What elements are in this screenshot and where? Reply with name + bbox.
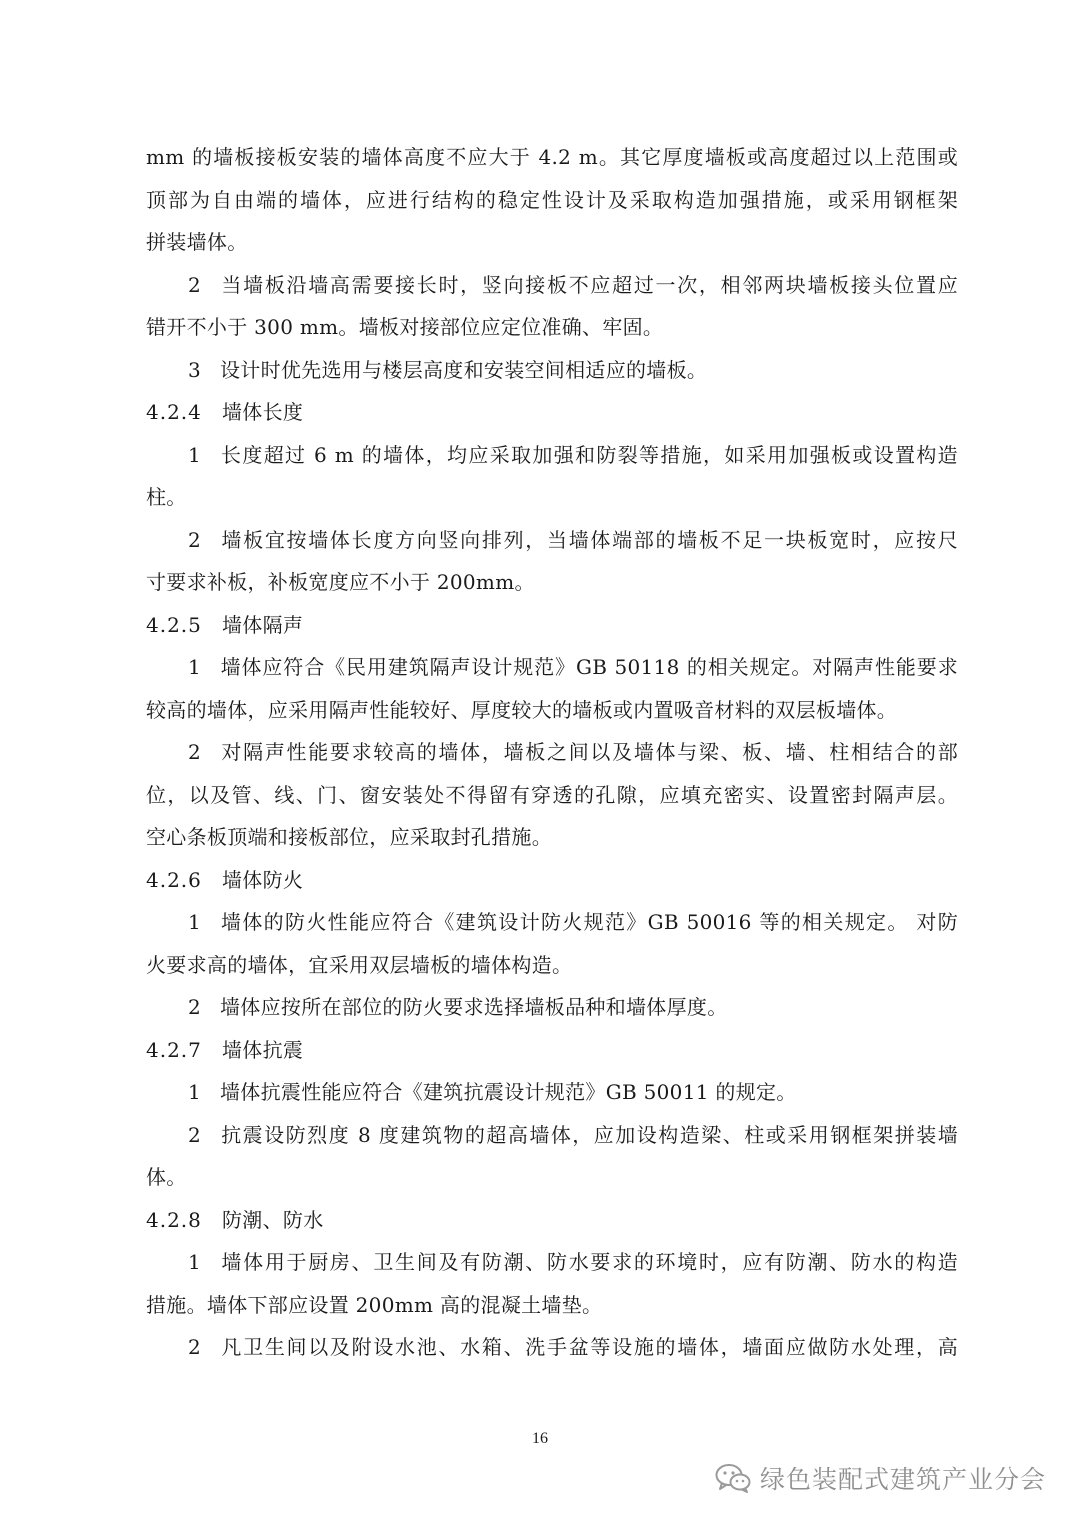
section-title: 防潮、防水 <box>222 1207 324 1232</box>
line-text: 空心条板顶端和接板部位，应采取封孔措施。 <box>146 825 552 849</box>
section-title: 墙体抗震 <box>222 1037 304 1062</box>
line-text: 对隔声性能要求较高的墙体，墙板之间以及墙体与梁、板、墙、柱相结合的部 <box>220 740 958 764</box>
clause-number: 3 <box>188 357 202 382</box>
section-title: 墙体防火 <box>222 867 304 892</box>
text-line <box>146 1284 958 1327</box>
section-heading <box>146 1199 958 1242</box>
text-line <box>146 944 958 987</box>
section-heading <box>146 604 958 647</box>
clause-number: 2 <box>188 1122 202 1147</box>
line-text: 墙体应按所在部位的防火要求选择墙板品种和墙体厚度。 <box>220 995 728 1019</box>
wechat-icon <box>714 1462 752 1494</box>
text-line <box>146 689 958 732</box>
section-title: 墙体隔声 <box>222 612 304 637</box>
text-line <box>146 774 958 817</box>
section-number: 4.2.4 <box>146 400 202 424</box>
line-text: 柱。 <box>146 485 187 509</box>
clause-line <box>146 901 958 944</box>
line-text: 错开不小于 300 mm。墙板对接部位应定位准确、牢固。 <box>146 315 664 339</box>
section-heading <box>146 859 958 902</box>
clause-number: 2 <box>188 1335 202 1359</box>
line-text: 火要求高的墙体，宜采用双层墙板的墙体构造。 <box>146 952 573 977</box>
watermark-text: 绿色装配式建筑产业分会 <box>759 1465 1046 1494</box>
line-text: 墙体的防火性能应符合《建筑设计防火规范》GB 50016 等的相关规定。 对防 <box>220 910 958 934</box>
line-text: 拼装墙体。 <box>146 230 248 254</box>
document-body <box>146 136 958 1369</box>
section-heading <box>146 391 958 434</box>
clause-line <box>146 519 958 562</box>
clause-line <box>146 986 958 1029</box>
line-text: 墙体用于厨房、卫生间及有防潮、防水要求的环境时，应有防潮、防水的构造 <box>220 1250 958 1274</box>
clause-number: 2 <box>188 995 202 1019</box>
line-text: 位，以及管、线、门、窗安装处不得留有穿透的孔隙，应填充密实、设置密封隔声层。 <box>146 782 958 807</box>
page-number: 16 <box>532 1430 548 1447</box>
clause-line <box>146 1241 958 1284</box>
line-text: 墙板宜按墙体长度方向竖向排列，当墙体端部的墙板不足一块板宽时，应按尺 <box>220 527 958 552</box>
line-text: 设计时优先选用与楼层高度和安装空间相适应的墙板。 <box>220 357 708 382</box>
line-text: 当墙板沿墙高需要接长时，竖向接板不应超过一次，相邻两块墙板接头位置应 <box>220 272 958 297</box>
clause-number: 2 <box>188 527 202 552</box>
line-text: 凡卫生间以及附设水池、水箱、洗手盆等设施的墙体，墙面应做防水处理，高 <box>220 1335 958 1359</box>
text-line <box>146 136 958 179</box>
section-title: 墙体长度 <box>222 400 304 424</box>
text-line <box>146 1156 958 1199</box>
clause-number: 1 <box>188 1250 202 1274</box>
text-line <box>146 476 958 519</box>
line-text: 寸要求补板，补板宽度应不小于 200mm。 <box>146 570 535 594</box>
line-text: 体。 <box>146 1165 187 1189</box>
text-line <box>146 179 958 222</box>
line-text: 措施。墙体下部应设置 200mm 高的混凝土墙垫。 <box>146 1292 603 1317</box>
clause-line <box>146 731 958 774</box>
clause-number: 1 <box>188 655 202 679</box>
text-line <box>146 561 958 604</box>
clause-line <box>146 1326 958 1369</box>
clause-number: 1 <box>188 910 202 934</box>
section-number: 4.2.7 <box>146 1037 202 1062</box>
clause-line <box>146 646 958 689</box>
line-text: 墙体抗震性能应符合《建筑抗震设计规范》GB 50011 的规定。 <box>220 1080 797 1104</box>
line-text: 较高的墙体，应采用隔声性能较好、厚度较大的墙板或内置吸音材料的双层板墙体。 <box>146 697 898 722</box>
watermark <box>714 1460 1046 1496</box>
text-line <box>146 306 958 349</box>
clause-line <box>146 1071 958 1114</box>
clause-number: 1 <box>188 1080 202 1104</box>
section-number: 4.2.8 <box>146 1207 202 1232</box>
clause-number: 1 <box>188 442 202 467</box>
section-number: 4.2.5 <box>146 612 202 637</box>
line-text: 墙体应符合《民用建筑隔声设计规范》GB 50118 的相关规定。对隔声性能要求 <box>220 655 958 679</box>
section-heading <box>146 1029 958 1072</box>
text-line <box>146 816 958 859</box>
clause-line <box>146 1114 958 1157</box>
text-line <box>146 221 958 264</box>
line-text: 顶部为自由端的墙体，应进行结构的稳定性设计及采取构造加强措施，或采用钢框架 <box>146 187 958 212</box>
clause-line <box>146 264 958 307</box>
clause-number: 2 <box>188 740 202 764</box>
clause-line <box>146 349 958 392</box>
line-text: mm 的墙板接板安装的墙体高度不应大于 4.2 m。其它厚度墙板或高度超过以上范围或 <box>146 145 958 169</box>
line-text: 抗震设防烈度 8 度建筑物的超高墙体，应加设构造梁、柱或采用钢框架拼装墙 <box>220 1122 958 1147</box>
section-number: 4.2.6 <box>146 867 202 892</box>
line-text: 长度超过 6 m 的墙体，均应采取加强和防裂等措施，如采用加强板或设置构造 <box>220 442 958 467</box>
clause-line <box>146 434 958 477</box>
clause-number: 2 <box>188 272 202 297</box>
